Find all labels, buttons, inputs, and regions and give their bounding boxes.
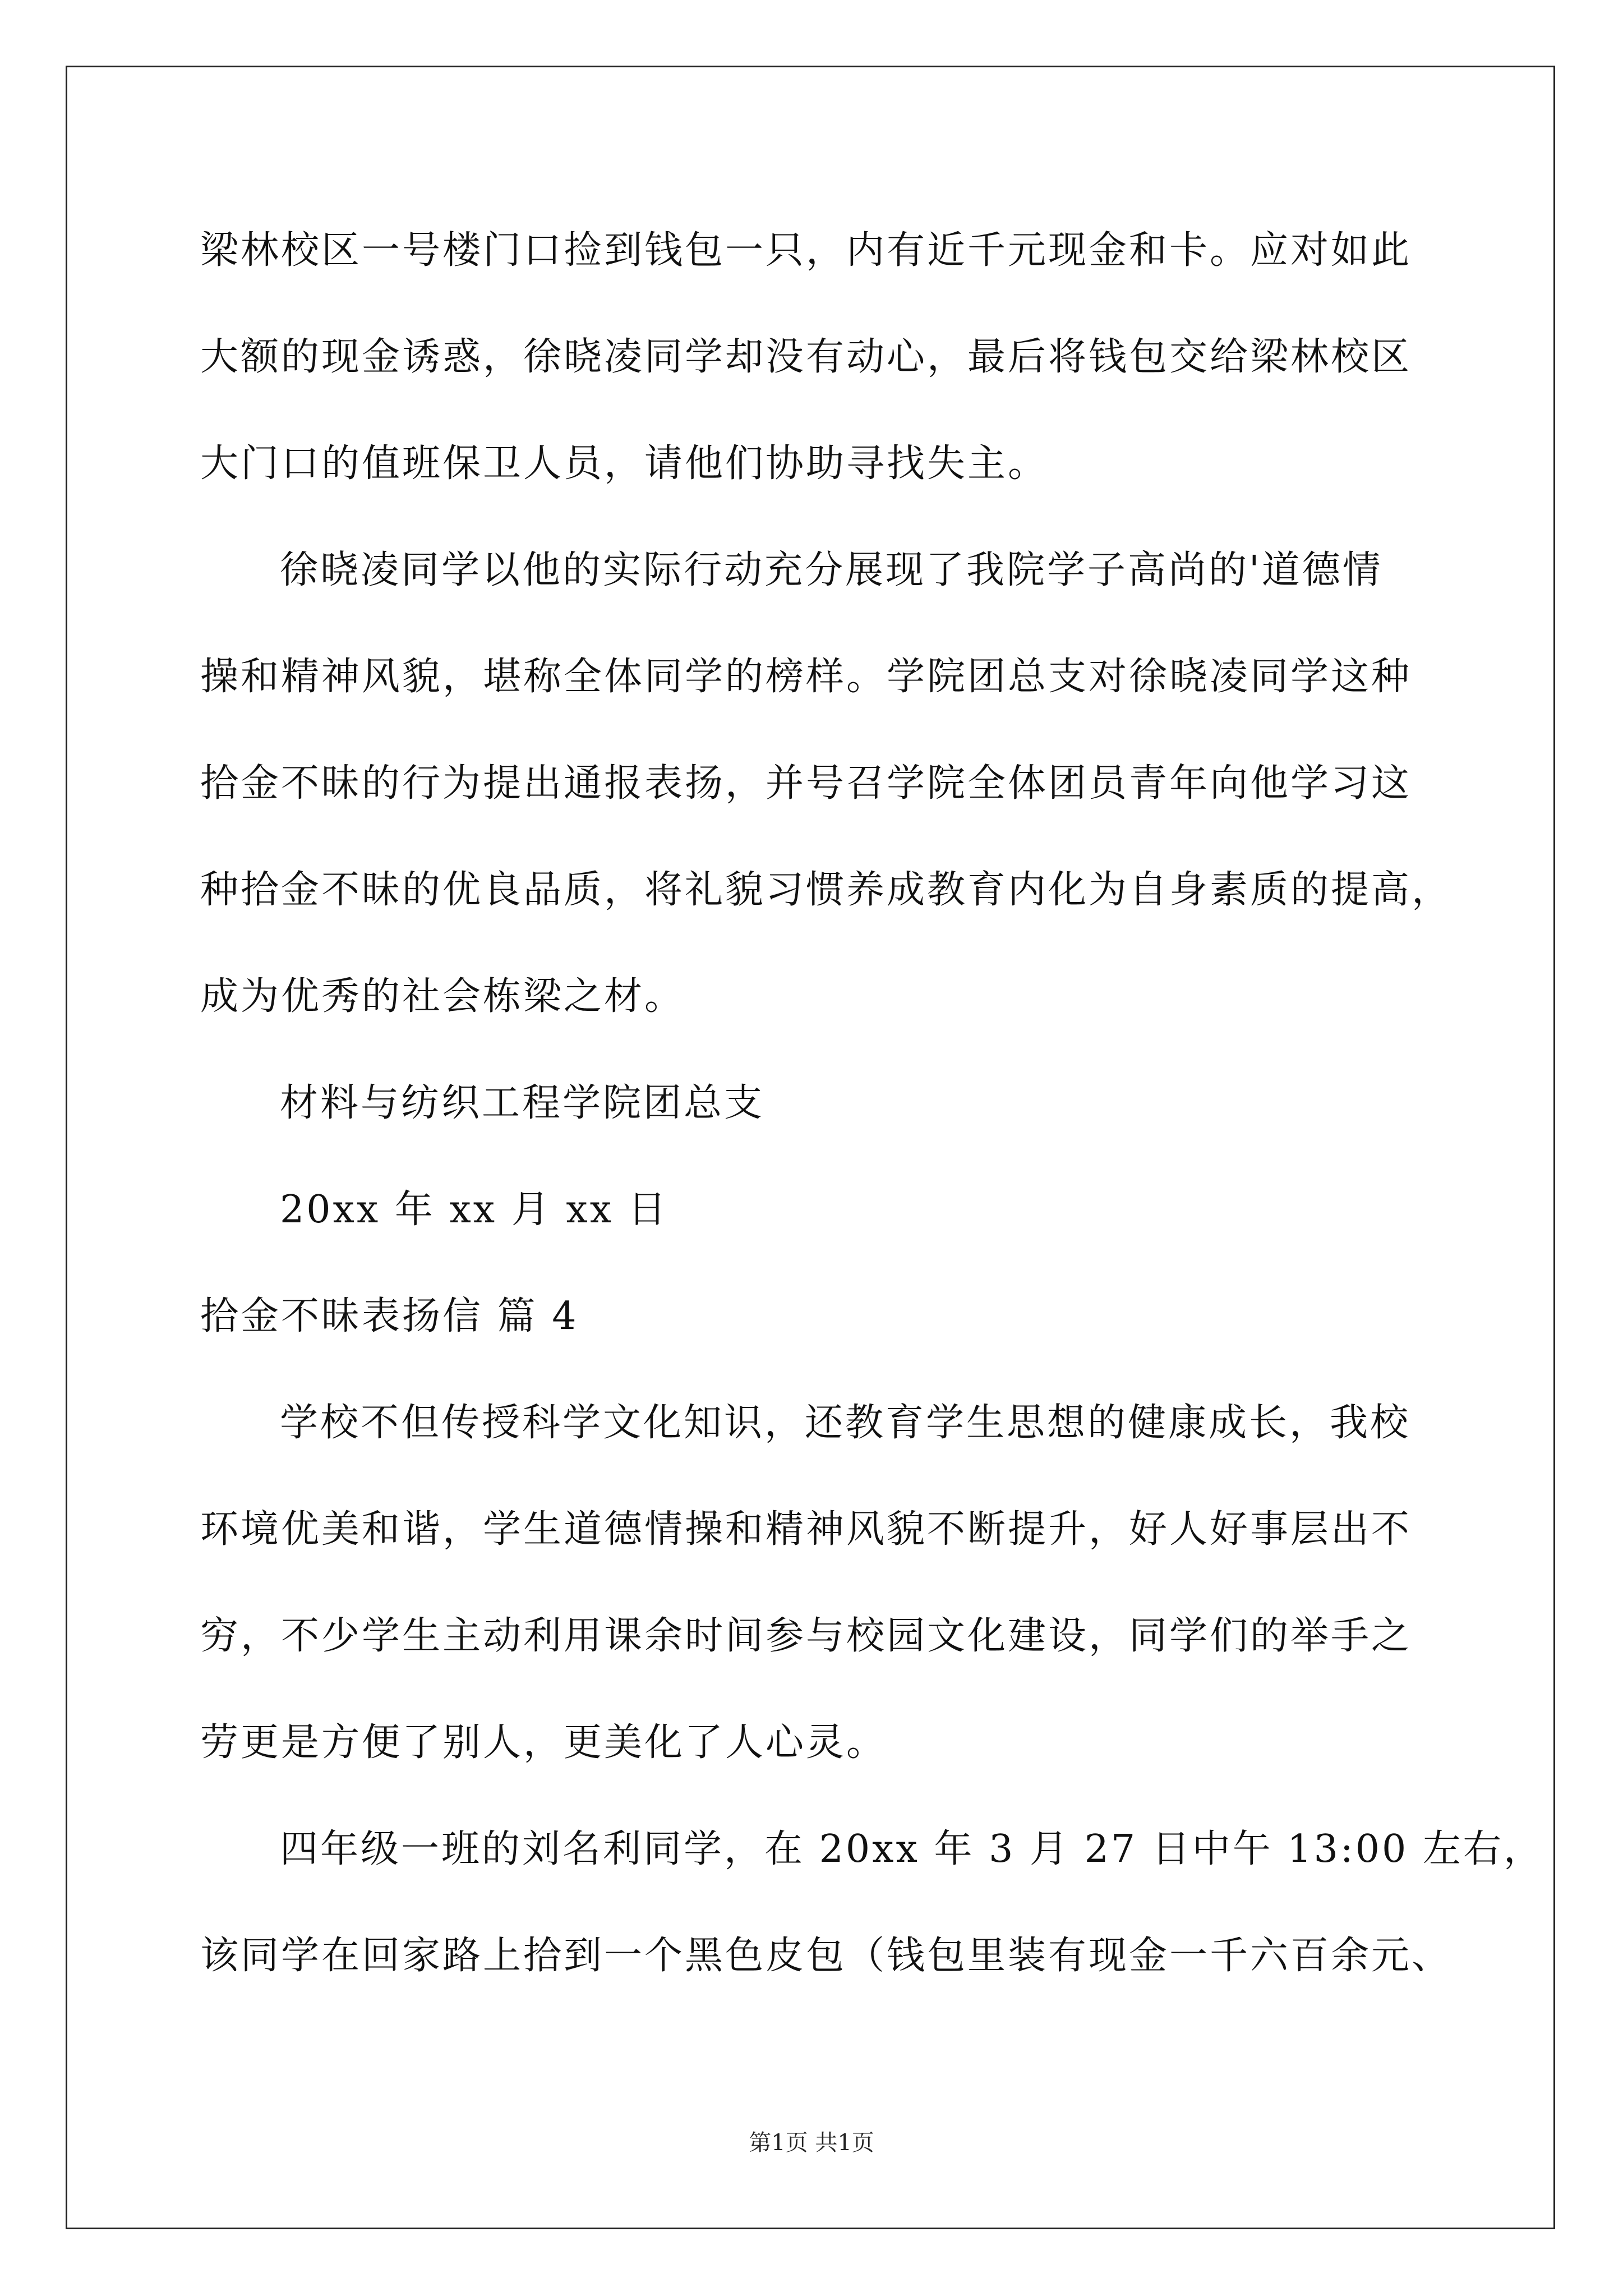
signature-org: 材料与纺织工程学院团总支	[280, 1081, 765, 1125]
page-border	[66, 66, 1555, 2229]
signature-date: 20xx 年 xx 月 xx 日	[280, 1188, 668, 1232]
paragraph-line: 大门口的值班保卫人员，请他们协助寻找失主。	[200, 441, 1049, 486]
paragraph-line: 徐晓凌同学以他的实际行动充分展现了我院学子高尚的'道德情	[280, 548, 1383, 592]
paragraph-line: 梁林校区一号楼门口捡到钱包一只，内有近千元现金和卡。应对如此	[200, 228, 1412, 273]
paragraph-line: 环境优美和谐，学生道德情操和精神风貌不断提升，好人好事层出不	[200, 1507, 1412, 1552]
section-heading: 拾金不昧表扬信 篇 4	[200, 1294, 579, 1338]
paragraph-line: 成为优秀的社会栋梁之材。	[200, 974, 685, 1019]
paragraph-line: 四年级一班的刘名利同学，在 20xx 年 3 月 27 日中午 13:00 左右，	[280, 1827, 1544, 1871]
paragraph-line: 该同学在回家路上拾到一个黑色皮包（钱包里装有现金一千六百余元、	[200, 1934, 1453, 1978]
paragraph-line: 学校不但传授科学文化知识，还教育学生思想的健康成长，我校	[280, 1401, 1411, 1445]
paragraph-line: 操和精神风貌，堪称全体同学的榜样。学院团总支对徐晓凌同学这种	[200, 655, 1412, 699]
paragraph-line: 种拾金不昧的优良品质，将礼貌习惯养成教育内化为自身素质的提高，	[200, 868, 1453, 912]
page-number-footer: 第1页 共1页	[749, 2130, 874, 2156]
paragraph-line: 劳更是方便了别人，更美化了人心灵。	[200, 1720, 887, 1765]
paragraph-line: 穷，不少学生主动利用课余时间参与校园文化建设，同学们的举手之	[200, 1614, 1412, 1658]
paragraph-line: 拾金不昧的行为提出通报表扬，并号召学院全体团员青年向他学习这	[200, 761, 1412, 806]
paragraph-line: 大额的现金诱惑，徐晓凌同学却没有动心，最后将钱包交给梁林校区	[200, 335, 1412, 379]
